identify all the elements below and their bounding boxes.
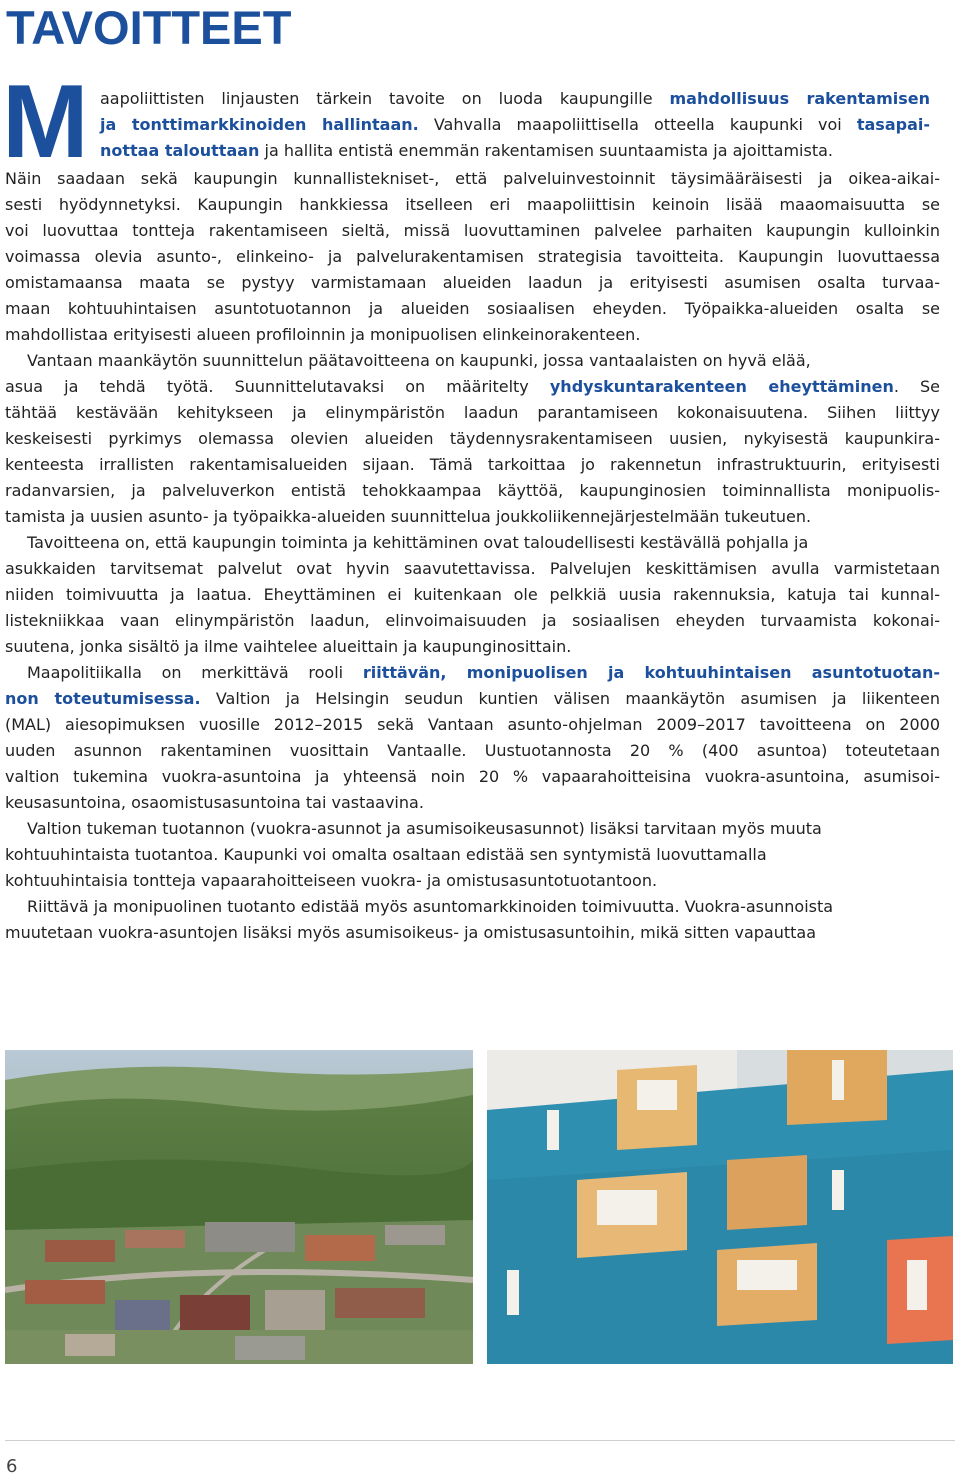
text-segment: tähtää kestävään kehitykseen ja elinympäristön laadun parantamiseen kokonaisuutena. Siihen liittyy	[5, 403, 940, 422]
body-text	[5, 166, 940, 946]
text-segment: Näin saadaan sekä kaupungin kunnallistekniset-, että palveluinvestoinnit täysimääräisesti ja oikea-aikai-	[5, 169, 940, 188]
text-segment: keusasuntoina, osaomistusasuntoina tai vastaavina.	[5, 793, 424, 812]
text-segment: kohtuuhintaisia tontteja vapaarahoitteiseen vuokra- ja omistusasuntotuotantoon.	[5, 871, 658, 890]
text-line	[5, 556, 940, 582]
text-line	[5, 400, 940, 426]
text-line	[5, 582, 940, 608]
page-number: 6	[6, 1456, 18, 1477]
text-segment: uuden asunnon rakentaminen vuosittain Vantaalle. Uustuotannosta 20 % (400 asuntoa) toteutetaan	[5, 741, 940, 760]
text-segment: Valtion ja Helsingin seudun kuntien välisen maankäytön asumisen ja liikenteen	[200, 689, 940, 708]
text-line	[5, 374, 940, 400]
text-segment: valtion tukemina vuokra-asuntoina ja yhteensä noin 20 % vapaarahoitteisina vuokra-asuntoina, asumisoi-	[5, 767, 940, 786]
text-segment: Valtion tukeman tuotannon (vuokra-asunnot ja asumisoikeusasunnot) lisäksi tarvitaan myös muuta	[27, 819, 822, 838]
text-line	[5, 686, 940, 712]
text-segment: suutena, jonka sisältö ja ilme vaihtelee alueittain ja kaupunginosittain.	[5, 637, 572, 656]
text-line	[5, 790, 940, 816]
text-line	[5, 530, 940, 556]
text-line	[5, 426, 940, 452]
text-segment: kohtuuhintaista tuotantoa. Kaupunki voi omalta osaltaan edistää sen syntymistä luovuttamalla	[5, 845, 767, 864]
text-segment: sesti hyödynnetyksi. Kaupungin hankkiessa itselleen eri maapoliittisin keinoin lisää maaomaisuutta se	[5, 195, 940, 214]
text-line	[100, 112, 930, 138]
text-line	[5, 712, 940, 738]
highlight-text: ja tonttimarkkinoiden hallintaan.	[100, 115, 419, 134]
text-line	[5, 270, 940, 296]
text-line	[5, 504, 940, 530]
drop-cap: M	[2, 64, 89, 180]
text-line	[5, 894, 940, 920]
text-segment: . Se	[893, 377, 941, 396]
page-title: TAVOITTEET	[6, 1, 292, 54]
text-segment: ja hallita entistä enemmän rakentamisen suuntaamista ja ajoittamista.	[259, 141, 833, 160]
intro-paragraph	[100, 86, 930, 164]
building-facade-photo	[487, 1050, 953, 1364]
text-line	[5, 452, 940, 478]
text-segment: aapoliittisten linjausten tärkein tavoite on luoda kaupungille	[100, 89, 670, 108]
text-segment: mahdollistaa erityisesti alueen profiloinnin ja monipuolisen elinkeinorakenteen.	[5, 325, 641, 344]
text-segment: omistamaansa maata se pystyy varmistamaan alueiden laadun ja erityisesti asumisen osalta turvaa-	[5, 273, 940, 292]
text-line	[5, 634, 940, 660]
text-segment: Vahvalla maapoliittisella otteella kaupunki voi	[418, 115, 857, 134]
text-line	[5, 738, 940, 764]
text-segment: asukkaiden tarvitsemat palvelut ovat hyvin saavutettavissa. Palvelujen keskittämisen avulla varmistetaan	[5, 559, 940, 578]
text-segment: voi luovuttaa tontteja rakentamiseen sieltä, missä luovuttaminen palvelee parhaiten kaupungin kulloinkin	[5, 221, 940, 240]
text-line	[5, 166, 940, 192]
text-line	[5, 868, 940, 894]
text-segment: muutetaan vuokra-asuntojen lisäksi myös asumisoikeus- ja omistusasuntoihin, mikä sitten vapauttaa	[5, 923, 817, 942]
footer-divider	[5, 1440, 955, 1441]
text-segment: Vantaan maankäytön suunnittelun päätavoitteena on kaupunki, jossa vantaalaisten on hyvä elää,	[27, 351, 811, 370]
text-line	[5, 764, 940, 790]
text-segment: (MAL) aiesopimuksen vuosille 2012–2015 sekä Vantaan asunto-ohjelman 2009–2017 tavoitteena on 2000	[5, 715, 940, 734]
text-line	[100, 86, 930, 112]
text-segment: tamista ja uusien asunto- ja työpaikka-alueiden suunnittelua joukkoliikennejärjestelmään tukeutuen.	[5, 507, 812, 526]
text-line	[5, 660, 940, 686]
text-segment: asua ja tehdä työtä. Suunnittelutavaksi on määritelty	[5, 377, 550, 396]
text-line	[5, 816, 940, 842]
text-line	[5, 478, 940, 504]
text-line	[5, 608, 940, 634]
highlight-text: nottaa talouttaan	[100, 141, 260, 160]
text-segment: Tavoitteena on, että kaupungin toiminta ja kehittäminen ovat taloudellisesti kestävällä pohjalla ja	[27, 533, 809, 552]
text-segment: niiden toimivuutta ja laatua. Eheyttäminen ei kuitenkaan ole pelkkiä uusia rakennuksia, katuja tai kunnal-	[5, 585, 940, 604]
highlight-text: mahdollisuus rakentamisen	[669, 89, 930, 108]
text-line	[5, 192, 940, 218]
text-line	[5, 842, 940, 868]
highlight-text: riittävän, monipuolisen ja kohtuuhintaisen asuntotuotan-	[362, 663, 940, 682]
text-line	[5, 920, 940, 946]
aerial-residential-photo	[5, 1050, 473, 1364]
text-line	[5, 244, 940, 270]
text-line	[5, 296, 940, 322]
text-segment: kenteesta irrallisten rakentamisalueiden sijaan. Tämä tarkoittaa jo rakennetun infrastruktuurin, erityisesti	[5, 455, 940, 474]
text-line	[5, 322, 940, 348]
text-segment: Riittävä ja monipuolinen tuotanto edistää myös asuntomarkkinoiden toimivuutta. Vuokra-asunnoista	[27, 897, 834, 916]
highlight-text: non toteutumisessa.	[5, 689, 201, 708]
highlight-text: tasapai-	[856, 115, 930, 134]
text-segment: voimassa olevia asunto-, elinkeino- ja palvelurakentamisen strategisia tavoitteita. Kaupungin luovuttaessa	[5, 247, 940, 266]
text-segment: listekniikkaa vaan elinympäristön laadun, elinvoimaisuuden ja sosiaalisen eheyden turvaamista kokonai-	[5, 611, 940, 630]
text-line	[100, 138, 930, 164]
text-segment: radanvarsien, ja palveluverkon entistä tehokkaampaa käyttöä, kaupunginosien toiminnallista monipuolis-	[5, 481, 940, 500]
text-segment: maan kohtuuhintaisen asuntotuotannon ja alueiden sosiaalisen eheyden. Työpaikka-alueiden osalta se	[5, 299, 940, 318]
text-line	[5, 218, 940, 244]
highlight-text: yhdyskuntarakenteen eheyttäminen	[549, 377, 894, 396]
text-segment: keskeisesti pyrkimys olemassa olevien alueiden täydennysrakentamiseen uusien, nykyisestä kaupunkira-	[5, 429, 940, 448]
text-segment: Maapolitiikalla on merkittävä rooli	[27, 663, 363, 682]
text-line	[5, 348, 940, 374]
